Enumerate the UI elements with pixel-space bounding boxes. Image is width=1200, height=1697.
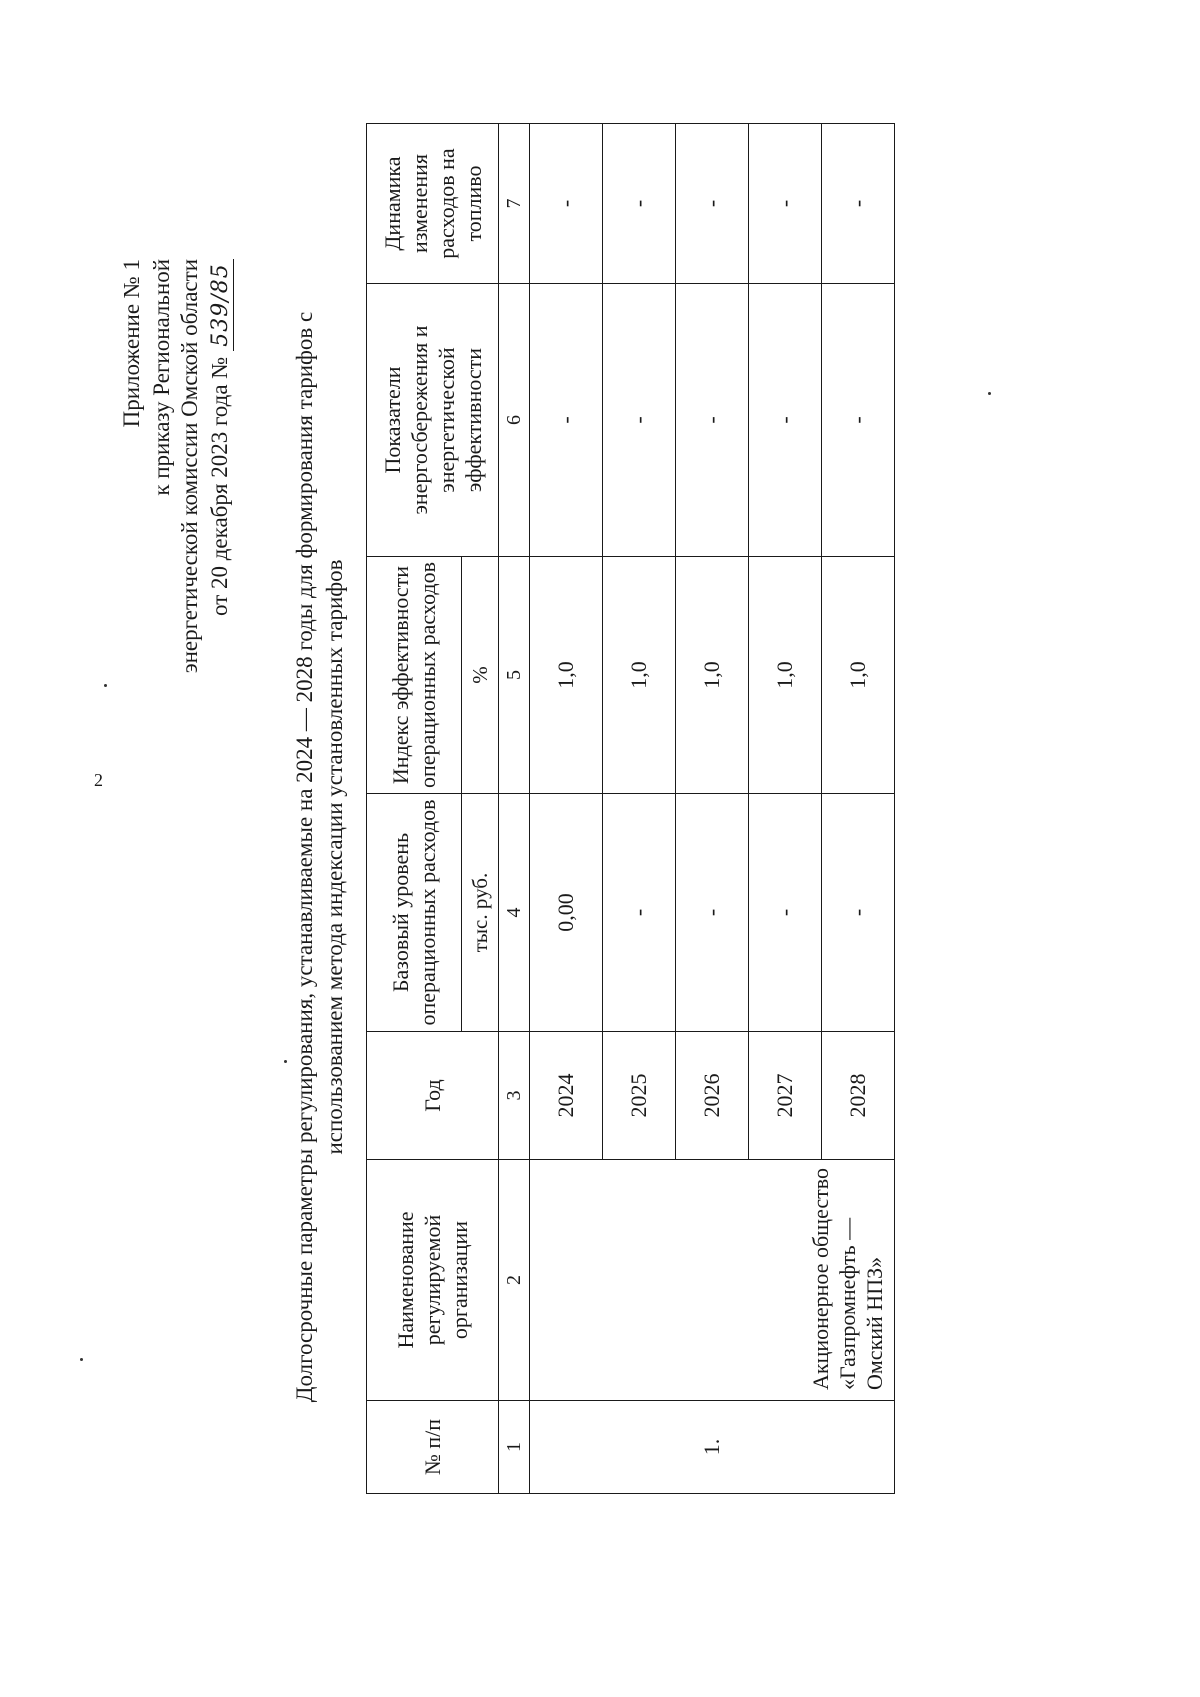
year-cell: 2026 — [676, 1032, 749, 1160]
header-number: № п/п — [367, 1401, 499, 1494]
efficiency-index-cell: 1,0 — [749, 557, 822, 794]
energy-saving-cell: - — [676, 284, 749, 557]
appendix-line-2: к приказу Региональной — [149, 259, 174, 496]
energy-saving-cell: - — [603, 284, 676, 557]
order-number: 539/85 — [209, 259, 234, 351]
header-energy-saving: Показатели энергосбережения и энергетической эффективности — [367, 284, 499, 557]
appendix-line-3: энергетической комиссии Омской области — [177, 259, 202, 674]
year-cell: 2028 — [822, 1032, 895, 1160]
page-number: 2 — [94, 770, 103, 790]
header-organization: Наименование регулируемой организации — [367, 1160, 499, 1401]
energy-saving-cell: - — [530, 284, 603, 557]
base-level-cell: - — [603, 794, 676, 1032]
column-number: 4 — [499, 794, 530, 1032]
year-cell: 2027 — [749, 1032, 822, 1160]
efficiency-index-cell: 1,0 — [822, 557, 895, 794]
unit-base-level: тыс. руб. — [462, 794, 499, 1032]
efficiency-index-cell: 1,0 — [676, 557, 749, 794]
efficiency-index-cell: 1,0 — [603, 557, 676, 794]
column-number-row — [499, 124, 530, 1494]
base-level-cell: - — [822, 794, 895, 1032]
fuel-dynamics-cell: - — [676, 124, 749, 284]
fuel-dynamics-cell: - — [749, 124, 822, 284]
appendix-line-1: Приложение № 1 — [119, 259, 144, 428]
header-year: Год — [367, 1032, 499, 1160]
unit-efficiency-index: % — [462, 557, 499, 794]
title-line-2: использованием метода индексации установленных тарифов — [322, 559, 347, 1155]
column-number: 5 — [499, 557, 530, 794]
header-base-level: Базовый уровень операционных расходов — [367, 794, 462, 1032]
efficiency-index-cell: 1,0 — [530, 557, 603, 794]
base-level-cell: - — [749, 794, 822, 1032]
energy-saving-cell: - — [749, 284, 822, 557]
fuel-dynamics-cell: - — [603, 124, 676, 284]
column-number: 3 — [499, 1032, 530, 1160]
header-efficiency-index: Индекс эффективности операционных расходов — [367, 557, 462, 794]
base-level-cell: - — [676, 794, 749, 1032]
column-number: 1 — [499, 1401, 530, 1494]
fuel-dynamics-cell: - — [530, 124, 603, 284]
year-cell: 2025 — [603, 1032, 676, 1160]
organization-name: Акционерное общество «Газпромнефть — Омский НПЗ» — [530, 1160, 895, 1401]
regulation-parameters-table — [366, 123, 895, 1494]
table-header-row — [367, 124, 462, 1494]
order-date: от 20 декабря 2023 года № — [207, 356, 232, 617]
base-level-cell: 0,00 — [530, 794, 603, 1032]
document-title — [290, 197, 350, 1517]
title-line-1: Долгосрочные параметры регулирования, устанавливаемые на 2024 — 2028 годы для формирования тарифов с — [292, 311, 317, 1403]
year-cell: 2024 — [530, 1032, 603, 1160]
appendix-line-4 — [206, 259, 234, 616]
table-row — [530, 124, 603, 1494]
energy-saving-cell: - — [822, 284, 895, 557]
organization-index: 1. — [530, 1401, 895, 1494]
column-number: 2 — [499, 1160, 530, 1401]
fuel-dynamics-cell: - — [822, 124, 895, 284]
column-number: 7 — [499, 124, 530, 284]
header-fuel-dynamics: Динамика изменения расходов на топливо — [367, 124, 499, 284]
column-number: 6 — [499, 284, 530, 557]
